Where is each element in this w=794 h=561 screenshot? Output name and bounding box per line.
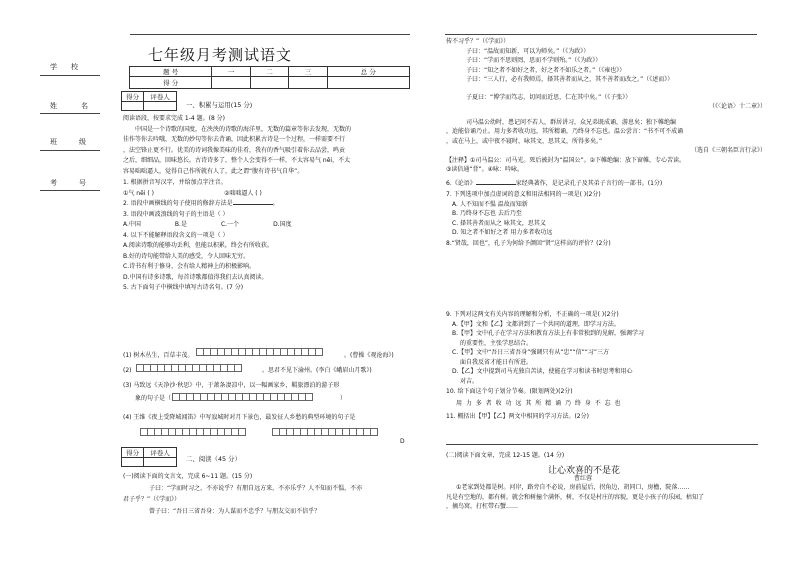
grader-box-1: 得分 评卷人 bbox=[121, 91, 177, 111]
q5-line3: (3) 马致远《天净沙·秋思》中，于萧条凄凉中，以一幅画家乡，羁旅漂泊的游子形 bbox=[123, 382, 340, 389]
right-column-body-2: 9. 下列对这两文有关内容的理解和分析，不正确的一项是( )(2分) A.【甲】文和【乙】文都讲到了一个共同的道理，即学习方法。 B.【甲】文中孔子在学习方法和教育方法上有非常独到的见解，强调学习 的重要性，主张学思结合。 C.【甲】文中“吾日三省吾身”强调只有从“忠”“信”“习”三方 面自我反省才能日有所进。 D.【乙】文中提到司马光独自苦读，使能在学习和读书时思考和用心 对吉。 10. 给下面这个句子划分节奏。(限划两处)(2分) 用 力 多 者 收 功 远 其 所 精 诵 乃 终 身 不 忘 也 11. 概括出【甲】【乙】两文中相同的学习方法。(2分) bbox=[446, 311, 645, 420]
article-author: 曹红蓉 bbox=[574, 475, 593, 482]
name-label: 姓 名 bbox=[50, 102, 88, 110]
q5-line3b: 象的句子是（ bbox=[135, 395, 172, 402]
q5-end-mark: D bbox=[400, 438, 405, 445]
answer-boxes-1[interactable] bbox=[196, 348, 322, 356]
q5-line2-end: 。思君不见下渝州。(李白《峨眉山月歌》) bbox=[262, 367, 372, 374]
q5-line1-start: (1) 树木丛生，百草丰茂。 bbox=[123, 352, 194, 359]
section1-heading: 一、积累与运用(15 分) bbox=[186, 101, 253, 109]
class-label: 班 级 bbox=[50, 138, 86, 146]
right-top-rule bbox=[445, 34, 757, 35]
page-title: 七年级月考测试语文 bbox=[148, 46, 293, 64]
article-body: ①老家到处都是树。河岸，路旁自不必说，房前屋后，拐角边，胡同口，房檐，院落…… 凡是有空地的，都有树。就会和树撞个满怀，树，不仅是村庄的容貌，更是小孩子的乐园，枯知了 ，摘鸟窝，打杠带石蟹…… bbox=[446, 484, 705, 510]
answer-boxes-4b[interactable] bbox=[272, 428, 377, 436]
exam-id-label: 考 号 bbox=[50, 179, 86, 187]
answer-boxes-4a[interactable] bbox=[140, 428, 245, 436]
q5-line4: (4) 王维《夜上受降城闻笛》中写寂城时对月下景色，最发征人乡愁的典型环境的句子是 bbox=[123, 414, 356, 421]
right-column-body: 传不习乎？”（《学而》） 子曰：“温故而知新，可以为师矣。”（《为政》） 子曰：“学而不思则罔，思而不学则殆。”（《为政》） 子曰：“知之者不如好之者，好之者不如乐之者。”（《雍也》） 子曰：“三人行，必有我师焉，择其善者而从之，其不善者而改之。”（《述而》） 子夏曰：“博学而笃志，切问而近思，仁在其中矣。”（《子张》） （《〈论语〉十二章》） 司马温公幼时，患记问不若人，群居讲习，众兄弟既成诵，游息矣；独下帷绝编 ，迨能倍诵乃止。用力多者收功远，其所精诵，乃终身不忘也。温公尝言：“书不可不成诵 ，或在马上，或中夜不寝时，咏其文，思其义，所得多矣。” （选自《三朝名臣言行录》） 【注释】①司马温公：司马光。死后被封为“温国公”。②下帷绝编：放下窗帷，专心苦读。 ③读倍通“背”。④咏：吟咏。 6.《论语》 家经典著作，是记录孔子及其弟子言行的一部书。(1分) 7. 下列选项中加点虚词的意义和用法相同的一项是( )(2分) A. 人不知而不愠 温故而知新 B. 乃终身不忘也 去后乃至 C. 择其善者而从之 咏其文，思其义 D. 知之者不如好之者 用力多者收功远 8.“贤哉，回也”，孔子为何给予颜回“贤”这样高的评价？(2分) bbox=[446, 38, 766, 247]
answer-boxes-2[interactable] bbox=[136, 364, 241, 372]
article-title: 让心欢喜的不是花 bbox=[548, 466, 621, 476]
score-table: 题 号 一 二 三 总 分 得 分 bbox=[129, 66, 410, 89]
top-rule bbox=[130, 34, 410, 35]
q5-line1-end: 。(曹操《观沧海》) bbox=[344, 352, 394, 359]
answer-boxes-3[interactable] bbox=[172, 393, 312, 401]
q5-line2-start: (2) bbox=[123, 367, 132, 374]
section2-body: (一)阅读下面的文言文，完成 6~11 题。(15 分) 子曰：“学而时习之，不亦说乎？有朋自远方来，不亦乐乎？人不知而不愠，不亦 君子乎？”（《学而》） 曾子曰：“吾日三省吾身：为人谋而不忠乎？与朋友交而不信乎？ bbox=[123, 473, 363, 515]
divider-rule bbox=[446, 444, 758, 445]
section2-heading: 二、阅读（45 分） bbox=[186, 455, 241, 463]
grader-box-2: 得分 评卷人 bbox=[121, 447, 177, 467]
q5-line3c: ） bbox=[340, 395, 347, 402]
school-label: 学 校 bbox=[50, 63, 78, 71]
reading-part2: (二)阅读下面文章，完成 12-15 题。(14 分) bbox=[446, 452, 565, 459]
section1-body: 阅读语段，按要求完成 1-4 题。(8 分) 中国是一个诗歌的国度，在泱泱的诗歌的海洋里，无数的篇章等你去发现，无数的 佳作等你去吟哦，无数的妙句等你去背诵，因此积累古诗是一个过程，一样需要不行 ，法空锋止更不行。优美的诗词我像美味的佳肴，我有的香气吸引着你去品尝，鸣贡 之后，细细品，回味悠长。古诗诗多了，整个人会变得不一样，不太容易气 nēi，不太 容易咄咄逼人，觉得自己作所就有人了，此之谓“腹有诗书气自华”。 1. 根据拼音写汉字，并给加点字注音。 ①气 nēi ( ) ②咄咄逼人 ( ) 2. 语段中画横线的句子使用的修辞方法是 。 3. 语段中画波浪线的句子的主语是（ ） A.中国 B.是 C.一个 D.国度 4. 以下不能解释语段含义的一项是（ ） A.阅读诗歌的能够功丢利，但能以积累，终会有所收获。 B.好的诗句能带给人美的感受，令人回味无穷。 C.诗书有利于修身，会有给人精神上的积极影响。 D.中国有诗多诗歌，每首诗歌都值得我们去认真阅读。 5. 古下面句子中横线中填写古诗名句。(7 分) bbox=[123, 115, 352, 291]
